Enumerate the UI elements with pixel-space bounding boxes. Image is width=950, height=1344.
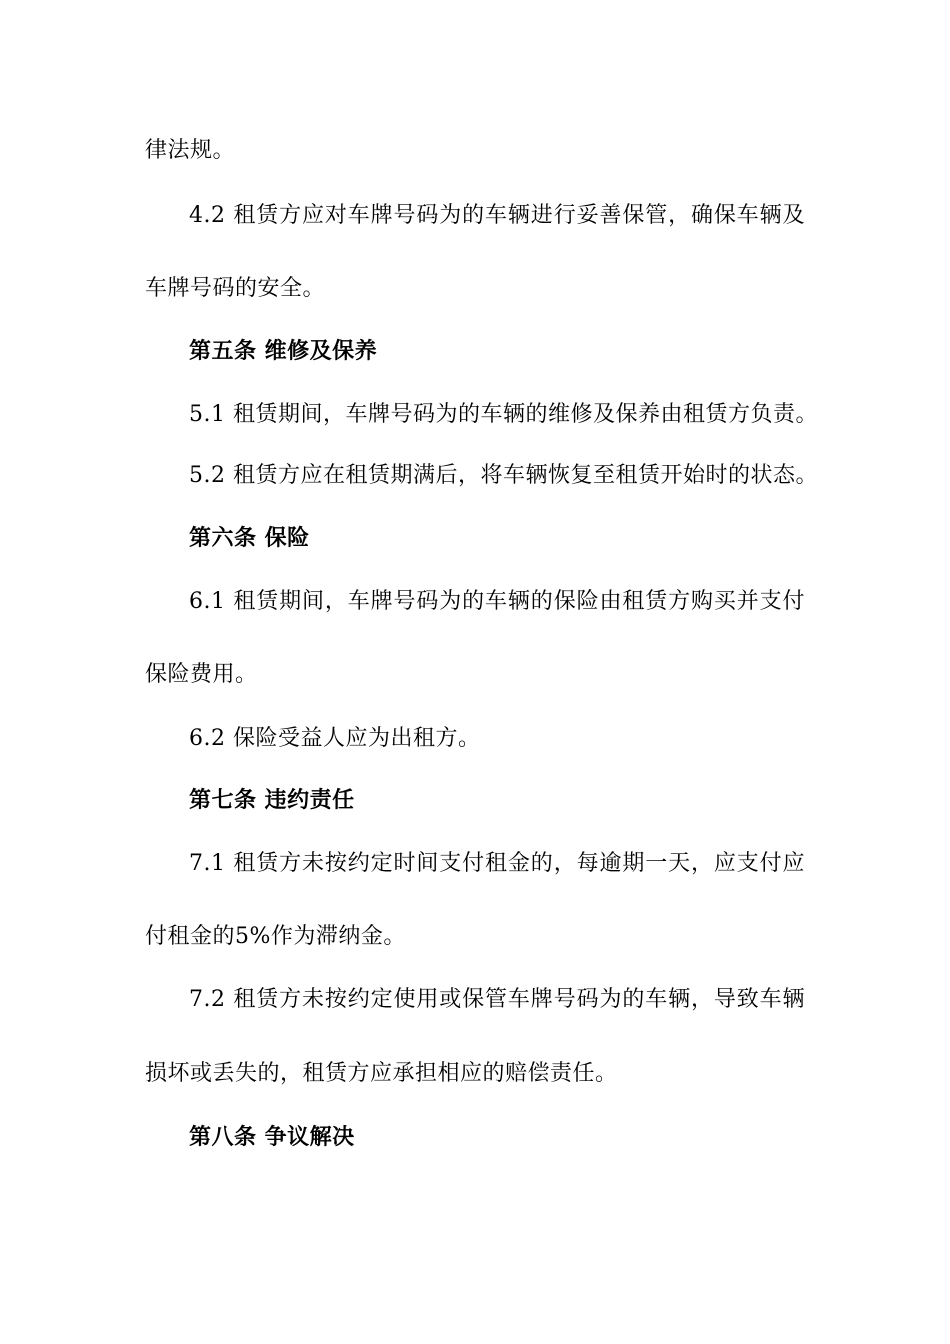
clause-6-2: 6.2 保险受益人应为出租方。: [189, 726, 481, 751]
article-7-heading: 第七条 违约责任: [189, 788, 355, 813]
paragraph-line: 付租金的5%作为滞纳金。: [145, 924, 406, 949]
clause-5-1: 5.1 租赁期间，车牌号码为的车辆的维修及保养由租赁方负责。: [189, 402, 818, 427]
clause-7-2: 7.2 租赁方未按约定使用或保管车牌号码为的车辆，导致车辆: [189, 987, 805, 1012]
clause-7-1: 7.1 租赁方未按约定时间支付租金的，每逾期一天，应支付应: [189, 851, 805, 876]
article-6-heading: 第六条 保险: [189, 526, 310, 551]
paragraph-line: 律法规。: [145, 138, 236, 163]
article-8-heading: 第八条 争议解决: [189, 1125, 355, 1150]
clause-6-1: 6.1 租赁期间，车牌号码为的车辆的保险由租赁方购买并支付: [189, 589, 805, 614]
paragraph-line: 车牌号码的安全。: [145, 276, 326, 301]
clause-5-2: 5.2 租赁方应在租赁期满后，将车辆恢复至租赁开始时的状态。: [189, 463, 818, 488]
paragraph-line: 保险费用。: [145, 662, 258, 687]
paragraph-line: 损坏或丢失的，租赁方应承担相应的赔偿责任。: [145, 1061, 618, 1086]
article-5-heading: 第五条 维修及保养: [189, 339, 378, 364]
clause-4-2: 4.2 租赁方应对车牌号码为的车辆进行妥善保管，确保车辆及: [189, 203, 805, 228]
